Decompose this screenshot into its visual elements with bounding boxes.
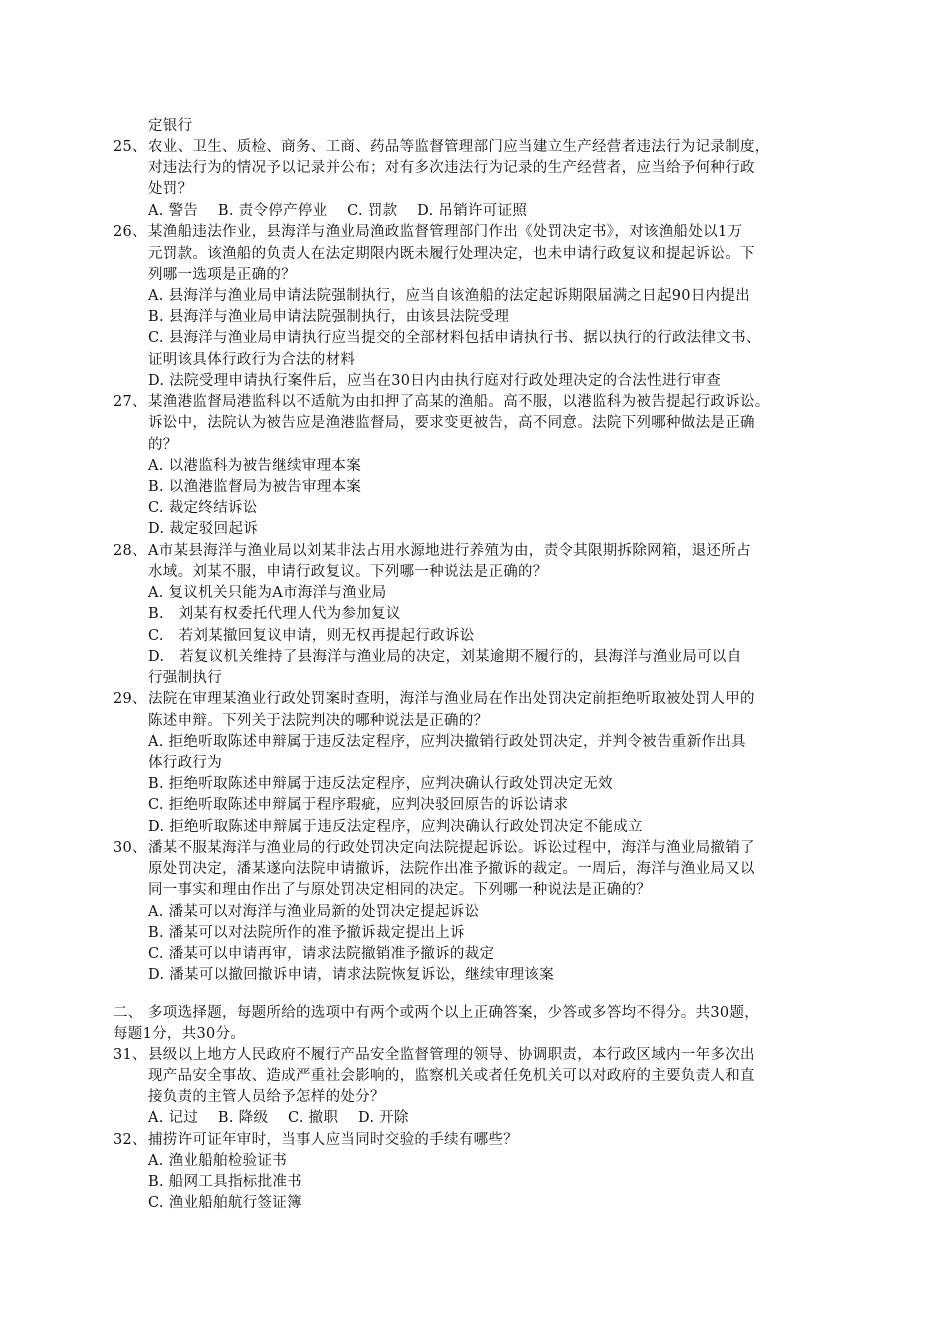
question-25-stem-line: 农业、卫生、质检、商务、工商、药品等监督管理部门应当建立生产经营者违法行为记录制度， [148,139,770,155]
question-32-option: A. 渔业船舶检验证书 [148,1153,287,1169]
question-31-stem-line: 接负责的主管人员给予怎样的处分？ [148,1089,385,1105]
question-30-option: B. 潘某可以对法院所作的准予撤诉裁定提出上诉 [148,925,465,941]
question-26-stem-line: 元罚款。该渔船的负责人在法定期限内既未履行处理决定，也未申请行政复议和提起诉讼。下 [148,246,755,262]
question-28-option: D. 若复议机关维持了县海洋与渔业局的决定，刘某逾期不履行的，县海洋与渔业局可以自 [148,649,742,665]
question-26-option: A. 县海洋与渔业局申请法院强制执行，应当自该渔船的法定起诉期限届满之日起90日内提出 [148,288,751,304]
question-27-option: D. 裁定驳回起诉 [148,521,259,537]
question-25-stem-line: 对违法行为的情况予以记录并公布；对有多次违法行为记录的生产经营者，应当给予何种行政 [148,160,755,176]
question-27-stem-line: 某渔港监督局港监科以不适航为由扣押了高某的渔船。高不服，以港监科为被告提起行政诉讼。 [148,394,770,410]
question-30-option: C. 潘某可以申请再审，请求法院撤销准予撤诉的裁定 [148,946,495,962]
question-28-option: C. 若刘某撤回复议申请，则无权再提起行政诉讼 [148,628,475,644]
question-27-option: B. 以渔港监督局为被告审理本案 [148,479,362,495]
section-2-heading-line: 每题1分，共30分。 [113,1026,246,1042]
question-28-option: A. 复议机关只能为A市海洋与渔业局 [148,585,387,601]
question-30-stem-line: 同一事实和理由作出了与原处罚决定相同的决定。下列哪一种说法是正确的？ [148,882,652,898]
question-31-stem-line: 现产品安全事故、造成严重社会影响的，监察机关或者任免机关可以对政府的主要负责人和直 [148,1068,755,1084]
question-30-option: D. 潘某可以撤回撤诉申请，请求法院恢复诉讼，继续审理该案 [148,967,555,983]
question-26-option: D. 法院受理申请执行案件后，应当在30日内由执行庭对行政处理决定的合法性进行审查 [148,373,722,389]
question-32-option: C. 渔业船舶航行签证簿 [148,1195,302,1211]
question-26-option: 证明该具体行政行为合法的材料 [148,352,356,368]
question-31-stem-line: 县级以上地方人民政府不履行产品安全监督管理的领导、协调职责，本行政区域内一年多次出 [148,1047,755,1063]
question-28-stem-line: 水域。刘某不服，申请行政复议。下列哪一种说法是正确的？ [148,564,548,580]
question-26-number: 26、 [113,224,147,240]
question-32-stem-line: 捕捞许可证年审时，当事人应当同时交验的手续有哪些？ [148,1132,518,1148]
question-26-option: C. 县海洋与渔业局申请执行应当提交的全部材料包括申请执行书、据以执行的行政法律文书、 [148,330,761,346]
question-26-option: B. 县海洋与渔业局申请法院强制执行，由该县法院受理 [148,309,510,325]
question-28-number: 28、 [113,543,147,559]
question-27-number: 27、 [113,394,147,410]
question-30-option: A. 潘某可以对海洋与渔业局新的处罚决定提起诉讼 [148,904,480,920]
question-27-option: A. 以港监科为被告继续审理本案 [148,458,361,474]
question-26-stem-line: 列哪一选项是正确的？ [148,267,296,283]
question-29-option: A. 拒绝听取陈述申辩属于违反法定程序，应判决撤销行政处罚决定，并判令被告重新作出具 [148,734,746,750]
question-29-stem-line: 法院在审理某渔业行政处罚案时查明，海洋与渔业局在作出处罚决定前拒绝听取被处罚人甲的 [148,691,755,707]
section-2-heading-line: 多项选择题，每题所给的选项中有两个或两个以上正确答案，少答或多答均不得分。共30题， [148,1005,760,1021]
question-29-option: D. 拒绝听取陈述申辩属于违反法定程序，应判决确认行政处罚决定不能成立 [148,819,643,835]
question-29-option: B. 拒绝听取陈述申辩属于违反法定程序，应判决确认行政处罚决定无效 [148,776,613,792]
question-28-option: 行强制执行 [148,670,222,686]
question-25-number: 25、 [113,139,147,155]
continuation-text: 定银行 [148,118,193,134]
question-28-option: B. 刘某有权委托代理人代为参加复议 [148,606,401,622]
question-31-number: 31、 [113,1047,147,1063]
question-25-options: A. 警告 B. 责令停产停业 C. 罚款 D. 吊销许可证照 [148,203,528,219]
question-29-stem-line: 陈述申辩。下列关于法院判决的哪种说法是正确的？ [148,713,489,729]
question-27-stem-line: 的？ [148,437,178,453]
question-32-option: B. 船网工具指标批准书 [148,1174,302,1190]
question-27-option: C. 裁定终结诉讼 [148,500,258,516]
question-26-stem-line: 某渔船违法作业，县海洋与渔业局渔政监督管理部门作出《处罚决定书》，对该渔船处以1万 [148,224,743,240]
question-28-stem-line: A市某县海洋与渔业局以刘某非法占用水源地进行养殖为由，责令其限期拆除网箱，退还所占 [148,543,751,559]
question-32-number: 32、 [113,1132,147,1148]
question-30-number: 30、 [113,840,147,856]
question-29-option: 体行政行为 [148,755,222,771]
section-2-number: 二、 [113,1005,143,1021]
question-25-stem-line: 处罚？ [148,181,193,197]
question-29-number: 29、 [113,691,147,707]
question-30-stem-line: 原处罚决定，潘某遂向法院申请撤诉，法院作出准予撤诉的裁定。一周后，海洋与渔业局又以 [148,861,755,877]
question-29-option: C. 拒绝听取陈述申辩属于程序瑕疵，应判决驳回原告的诉讼请求 [148,797,569,813]
question-30-stem-line: 潘某不服某海洋与渔业局的行政处罚决定向法院提起诉讼。诉讼过程中，海洋与渔业局撤销了 [148,840,755,856]
question-27-stem-line: 诉讼中，法院认为被告应是渔港监督局，要求变更被告，高不同意。法院下列哪种做法是正确 [148,415,755,431]
question-31-options: A. 记过 B. 降级 C. 撤职 D. 开除 [148,1110,409,1126]
